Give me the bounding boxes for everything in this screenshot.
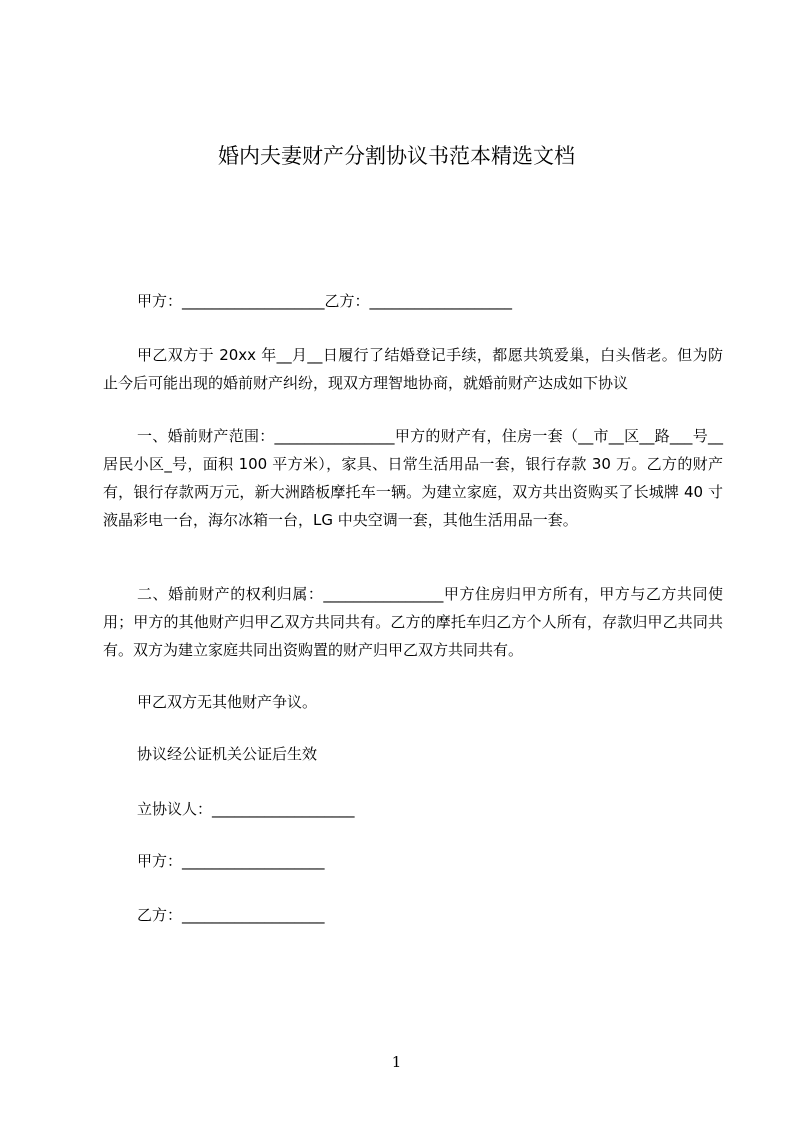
intro-paragraph: 甲乙双方于 20xx 年__月__日履行了结婚登记手续，都愿共筑爱巢，白头偕老。但为防止今后可能出现的婚前财产纠纷，现双方理智地协商，就婚前财产达成如下协议	[103, 346, 723, 392]
parties-line: 甲方：___________________乙方：___________________	[137, 292, 513, 310]
party-b-signature-line: 乙方：___________________	[137, 906, 325, 924]
document-title: 婚内夫妻财产分割协议书范本精选文档	[218, 144, 575, 168]
party-a-signature-line: 甲方：___________________	[137, 852, 325, 870]
page-number: 1	[391, 1053, 402, 1071]
section-2-paragraph: 二、婚前财产的权利归属：________________甲方住房归甲方所有，甲方与乙方共同使用；甲方的其他财产归甲乙双方共同共有。乙方的摩托车归乙方个人所有，存款归甲乙共同共有。双方为建立家庭共同出资购置的财产归甲乙双方共同共有。	[103, 585, 723, 659]
signatory-line: 立协议人：___________________	[137, 800, 355, 818]
notary-line: 协议经公证机关公证后生效	[137, 745, 318, 763]
no-dispute-line: 甲乙双方无其他财产争议。	[137, 693, 318, 711]
section-1-paragraph: 一、婚前财产范围：________________甲方的财产有，住房一套（__市__区__路___号__居民小区_号，面积 100 平方米），家具、日常生活用品一套，银行存款 30 万。乙方的财产有，银行存款两万元，新大洲踏板摩托车一辆。为建立家庭，双方共出资购买了长城牌 40 寸液晶彩电一台，海尔冰箱一台，LG 中央空调一套，其他生活用品一套。	[103, 427, 723, 529]
